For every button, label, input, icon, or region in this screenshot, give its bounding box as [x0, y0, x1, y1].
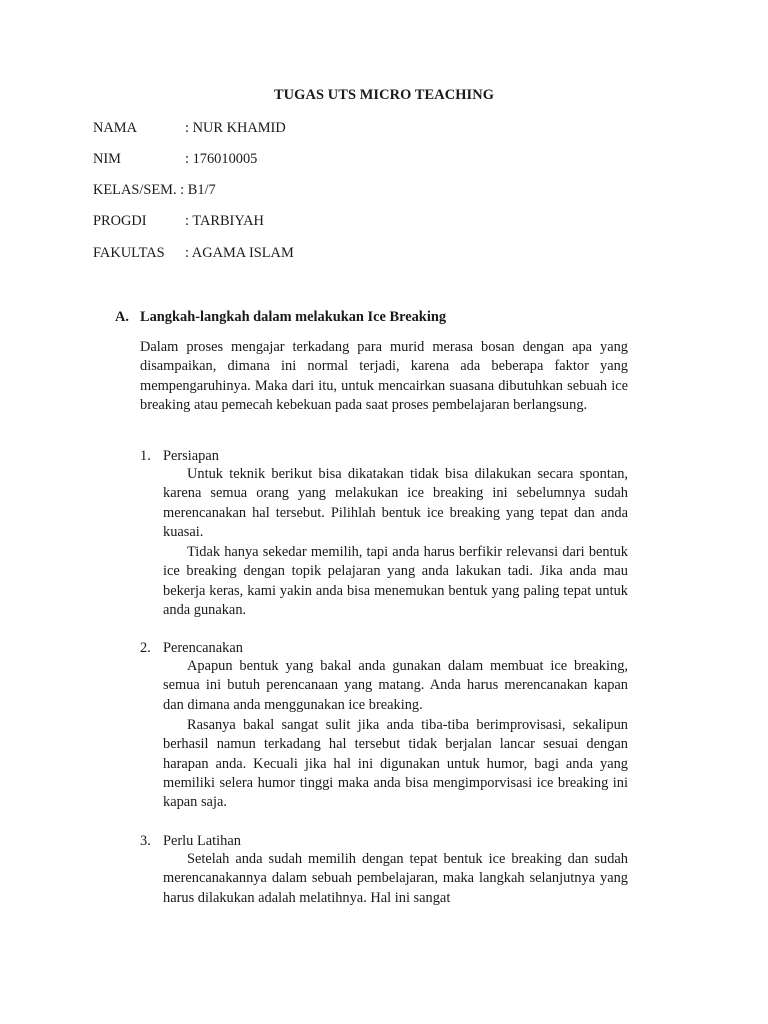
identity-value: : NUR KHAMID [185, 120, 286, 136]
identity-value: : AGAMA ISLAM [185, 245, 294, 261]
list-item-heading [140, 638, 243, 658]
list-item-heading [140, 831, 241, 851]
document-title: TUGAS UTS MICRO TEACHING [273, 87, 495, 103]
identity-label: KELAS/SEM. [93, 182, 177, 198]
identity-value: : B1/7 [180, 182, 216, 198]
identity-row-kelas [93, 180, 216, 200]
section-letter: A. [115, 309, 129, 325]
list-item-paragraph: Apapun bentuk yang bakal anda gunakan dalam membuat ice breaking, semua ini butuh perencanaan yang matang. Anda harus merencanakan kapan dan dimana anda menggunakan ice breaking. [163, 658, 628, 713]
identity-value: : TARBIYAH [185, 213, 264, 229]
identity-row-progdi [93, 211, 264, 231]
list-item-number: 1. [140, 448, 151, 464]
list-item-paragraph: Tidak hanya sekedar memilih, tapi anda harus berfikir relevansi dari bentuk ice breaking dengan topik pelajaran yang anda lakukan tadi. Jika anda mau bekerja keras, kami yakin anda bisa menemukan bentuk yang paling tepat untuk anda gunakan. [163, 544, 628, 618]
list-item-paragraph: Rasanya bakal sangat sulit jika anda tiba-tiba berimprovisasi, sekalipun berhasil namun terkadang hal tersebut tidak berjalan lancar sesuai dengan harapan anda. Kecuali jika hal ini digunakan untuk humor, bagi anda yang memiliki selera humor tinggi maka anda bisa mengimporvisasi ice breaking ini kapan saja. [163, 717, 628, 811]
list-item-title: Perlu Latihan [163, 833, 241, 849]
list-item-paragraph: Setelah anda sudah memilih dengan tepat bentuk ice breaking dan sudah merencanakannya dalam sebuah pembelajaran, maka langkah selanjutnya yang harus dilakukan adalah melatihnya. Hal ini sangat [163, 851, 628, 906]
section-intro-paragraph: Dalam proses mengajar terkadang para murid merasa bosan dengan apa yang disampaikan, dimana ini normal terjadi, karena ada beberapa faktor yang mempengaruhinya. Maka dari itu, untuk mencairkan suasana dibutuhkan sebuah ice breaking atau pemecah kebekuan pada saat proses pembelajaran berlangsung. [140, 339, 628, 414]
identity-row-fakultas [93, 243, 294, 263]
identity-label: NAMA [93, 120, 137, 136]
section-heading [115, 307, 446, 327]
section-heading-text: Langkah-langkah dalam melakukan Ice Breaking [140, 309, 447, 325]
identity-value: : 176010005 [185, 151, 258, 167]
list-item-title: Perencanakan [163, 640, 243, 656]
list-item-paragraph: Untuk teknik berikut bisa dikatakan tidak bisa dilakukan secara spontan, karena semua orang yang melakukan ice breaking ini sebelumnya sudah merencanakan hal tersebut. Pilihlah bentuk ice breaking yang tepat dan anda kuasai. [163, 466, 628, 540]
identity-label: FAKULTAS [93, 245, 165, 261]
list-item-title: Persiapan [163, 448, 219, 464]
list-item-heading [140, 446, 219, 466]
list-item-number: 2. [140, 640, 151, 656]
list-item-number: 3. [140, 833, 151, 849]
identity-row-nim [93, 149, 257, 169]
identity-label: NIM [93, 151, 121, 167]
identity-row-nama [93, 118, 286, 138]
identity-label: PROGDI [93, 213, 147, 229]
